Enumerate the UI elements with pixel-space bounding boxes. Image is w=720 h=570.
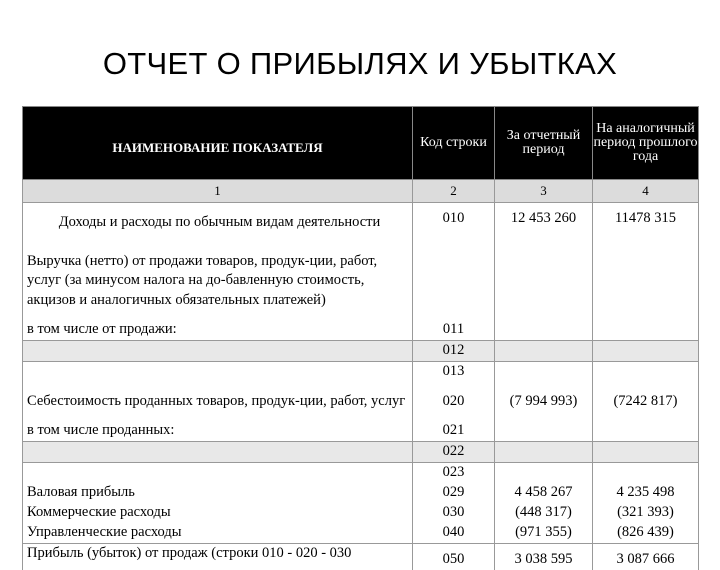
table-row	[23, 203, 699, 243]
row-current	[495, 341, 593, 362]
table-row	[23, 242, 699, 320]
row-current: (7 994 993)	[495, 382, 593, 421]
table-row	[23, 382, 699, 421]
row-code: 029	[413, 483, 495, 503]
row-name: Себестоимость проданных товаров, продук-ции, работ, услуг	[23, 382, 413, 421]
column-number: 4	[593, 180, 699, 203]
row-name: Выручка (нетто) от продажи товаров, продук-ции, работ, услуг (за минусом налога на до-бавленную стоимость, акцизов и аналогичных обязательных платежей)	[23, 242, 413, 320]
row-previous	[593, 442, 699, 463]
row-code: 040	[413, 523, 495, 544]
table-row	[23, 463, 699, 484]
row-current	[495, 242, 593, 320]
row-previous: (826 439)	[593, 523, 699, 544]
row-current: (448 317)	[495, 503, 593, 523]
row-previous	[593, 463, 699, 484]
row-name	[23, 341, 413, 362]
row-code: 021	[413, 421, 495, 442]
row-code: 050	[413, 544, 495, 570]
row-code: 013	[413, 362, 495, 383]
row-name: Прибыль (убыток) от продаж (строки 010 - 020 - 030	[23, 544, 413, 570]
row-previous: 3 087 666	[593, 544, 699, 570]
row-code: 010	[413, 203, 495, 243]
column-number: 2	[413, 180, 495, 203]
column-numbers-row	[23, 180, 699, 203]
row-current	[495, 320, 593, 341]
table-row	[23, 503, 699, 523]
row-current: (971 355)	[495, 523, 593, 544]
row-previous	[593, 242, 699, 320]
row-current: 4 458 267	[495, 483, 593, 503]
row-current	[495, 442, 593, 463]
table-header	[23, 107, 699, 180]
row-previous	[593, 362, 699, 383]
row-previous	[593, 320, 699, 341]
header-line-code: Код строки	[413, 107, 495, 180]
table-row	[23, 341, 699, 362]
table-row	[23, 320, 699, 341]
page-title: ОТЧЕТ О ПРИБЫЛЯХ И УБЫТКАХ	[102, 46, 618, 81]
row-name	[23, 463, 413, 484]
row-code: 011	[413, 320, 495, 341]
row-name: Коммерческие расходы	[23, 503, 413, 523]
row-code: 030	[413, 503, 495, 523]
row-current	[495, 362, 593, 383]
profit-loss-table	[22, 106, 699, 570]
table-row	[23, 483, 699, 503]
row-code: 022	[413, 442, 495, 463]
row-code	[413, 242, 495, 320]
row-previous	[593, 421, 699, 442]
table-row	[23, 421, 699, 442]
row-previous: (7242 817)	[593, 382, 699, 421]
row-previous: (321 393)	[593, 503, 699, 523]
row-code: 012	[413, 341, 495, 362]
header-current-period: За отчетный период	[495, 107, 593, 180]
table-row	[23, 523, 699, 544]
row-previous: 11478 315	[593, 203, 699, 243]
row-name: в том числе от продажи:	[23, 320, 413, 341]
row-previous	[593, 341, 699, 362]
row-name: в том числе проданных:	[23, 421, 413, 442]
row-name: Валовая прибыль	[23, 483, 413, 503]
row-name	[23, 362, 413, 383]
row-current	[495, 421, 593, 442]
column-number: 3	[495, 180, 593, 203]
column-number: 1	[23, 180, 413, 203]
row-current	[495, 463, 593, 484]
row-current: 12 453 260	[495, 203, 593, 243]
row-code: 023	[413, 463, 495, 484]
row-code: 020	[413, 382, 495, 421]
table-row	[23, 544, 699, 570]
row-name: Управленческие расходы	[23, 523, 413, 544]
row-name: Доходы и расходы по обычным видам деятельности	[23, 203, 413, 243]
header-indicator-name: НАИМЕНОВАНИЕ ПОКАЗАТЕЛЯ	[23, 107, 413, 180]
table-row	[23, 442, 699, 463]
row-name	[23, 442, 413, 463]
table-row	[23, 362, 699, 383]
row-current: 3 038 595	[495, 544, 593, 570]
header-previous-period: На аналогичный период прошлого года	[593, 107, 699, 180]
row-previous: 4 235 498	[593, 483, 699, 503]
